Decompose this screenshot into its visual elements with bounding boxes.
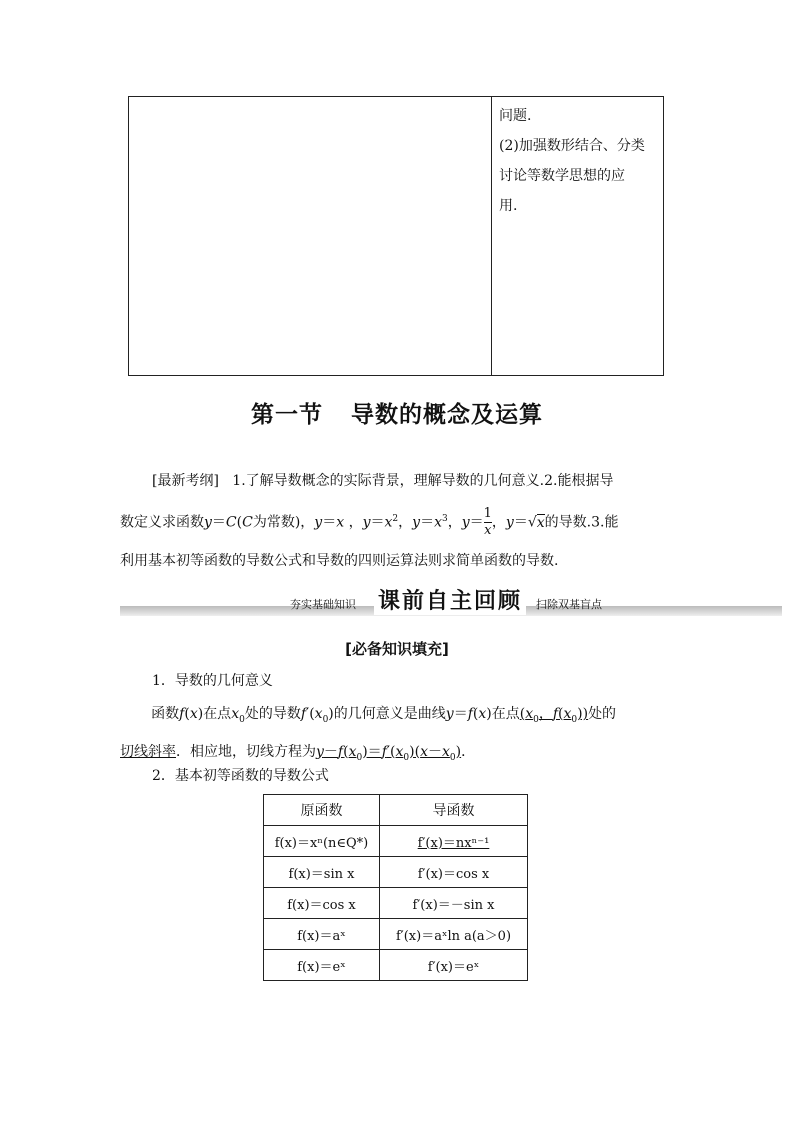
table-divider <box>491 97 492 375</box>
text: 的几何意义是曲线 <box>333 706 446 722</box>
text: 在点 <box>491 706 520 722</box>
right-line: 问题. <box>499 108 532 124</box>
original-function: f(x)＝eˣ <box>264 950 380 981</box>
syllabus-line-2a: 数定义求函数 <box>120 514 204 531</box>
derivative-function: f′(x)＝aˣln a(a＞0) <box>380 919 528 950</box>
section-banner <box>120 584 782 618</box>
item-1-body: 函数f(x)在点$x_0$处的导数$f'(x_0)$的几何意义是曲线y＝f(x)在点($x_0$，$f(x_0)$)处的 切线斜率．相应地，切线方程为$y-f(x_0)=f'(x_0)(x-x_0)$． <box>120 706 617 763</box>
text: 处的 <box>588 706 617 722</box>
syllabus-line-2c: 的导数.3.能 <box>544 514 619 531</box>
syllabus-line-1: 1.了解导数概念的实际背景，理解导数的几何意义.2.能根据导 <box>232 473 614 489</box>
syllabus-line-3: 利用基本初等函数的导数公式和导数的四则运算法则求简单函数的导数. <box>120 552 559 569</box>
derivative-function: f′(x)＝－sin x <box>380 888 528 919</box>
right-line: 讨论等数学思想的应 <box>499 168 625 184</box>
banner-right-text: 扫除双基盲点 <box>536 598 602 611</box>
syllabus-line-2b: 为常数)， <box>252 514 315 531</box>
original-function: f(x)＝xⁿ(n∈Q*) <box>264 826 380 857</box>
banner-left-text: 夯实基础知识 <box>290 598 356 611</box>
original-function: f(x)＝sin x <box>264 857 380 888</box>
syllabus-paragraph: [最新考纲] 1.了解导数概念的实际背景，理解导数的几何意义.2.能根据导 数定义求函数y＝C(C为常数)，y＝x ，$y=x^2$，$y=x^3$，y＝ $\frac{1}{x}$ ，y＝√x的导数.3.能 利用基本初等函数的导数公式和导数的四则运算法则求简单函数的导数. <box>120 473 619 569</box>
section-number: 第一节 <box>251 402 323 428</box>
right-line: 用. <box>499 198 518 214</box>
item-2-title: 2．基本初等函数的导数公式 <box>152 768 329 784</box>
text: ．相应地，切线方程为 <box>176 743 316 760</box>
original-function: f(x)＝cos x <box>264 888 380 919</box>
objectives-table <box>128 96 664 376</box>
table-row <box>264 919 528 950</box>
banner-title: 课前自主回顾 <box>374 584 526 615</box>
table-header-row <box>264 795 528 826</box>
syllabus-label: [最新考纲] <box>152 473 219 489</box>
table-right-cell <box>499 101 659 221</box>
derivative-function: f′(x)＝eˣ <box>380 950 528 981</box>
right-line: (2)加强数形结合、分类 <box>499 138 645 154</box>
original-function: f(x)＝aˣ <box>264 919 380 950</box>
text: 函数 <box>151 706 180 722</box>
table-row <box>264 857 528 888</box>
section-name: 导数的概念及运算 <box>351 402 543 428</box>
derivative-function: f′(x)＝cos x <box>380 857 528 888</box>
item-1-title: 1．导数的几何意义 <box>152 673 273 689</box>
table-row <box>264 826 528 857</box>
answer-slope: 切线斜率 <box>120 743 176 760</box>
header-original: 原函数 <box>264 795 380 826</box>
text: 处的导数 <box>244 706 301 722</box>
table-row <box>264 950 528 981</box>
derivative-table <box>263 794 528 981</box>
header-derivative: 导函数 <box>380 795 528 826</box>
section-title <box>0 396 794 429</box>
text: 在点 <box>203 706 232 722</box>
knowledge-heading: [必备知识填充] <box>345 640 449 658</box>
table-row <box>264 888 528 919</box>
derivative-function: f′(x)＝nxⁿ⁻¹ <box>380 826 528 857</box>
